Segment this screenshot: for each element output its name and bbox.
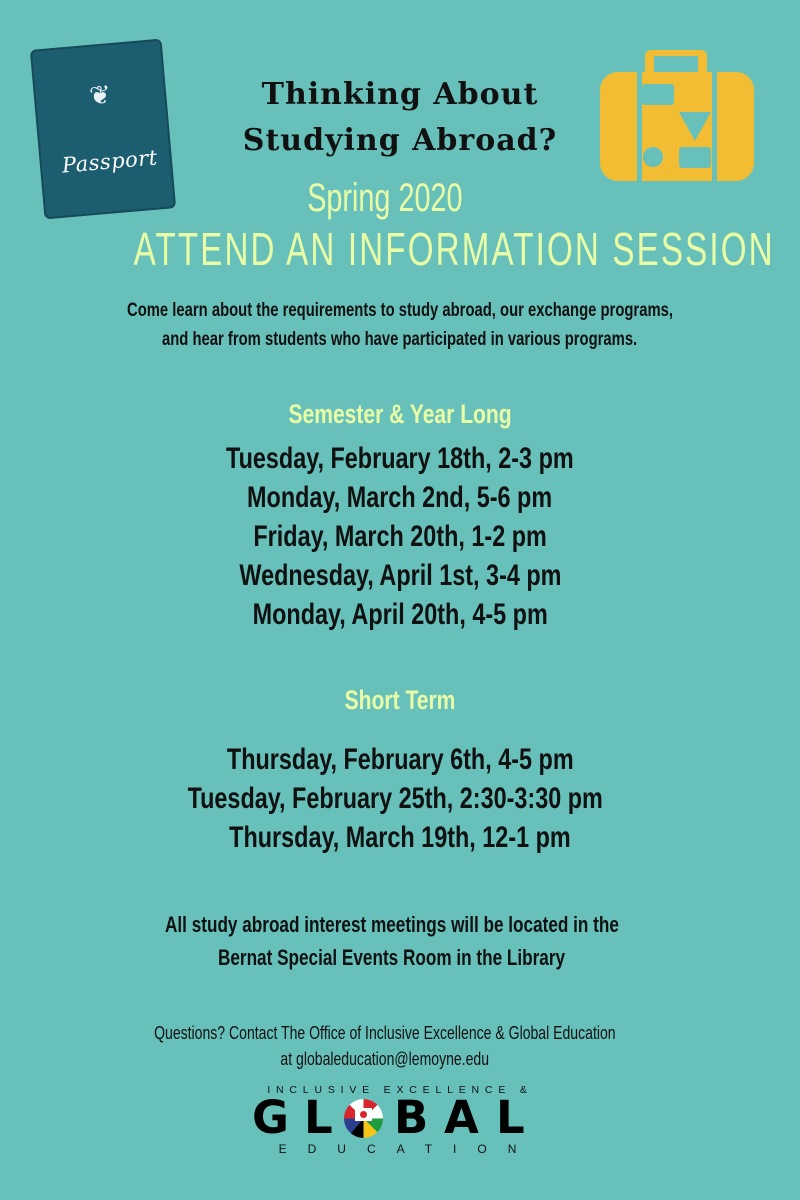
logo-tagline-top: INCLUSIVE EXCELLENCE & bbox=[267, 1084, 533, 1096]
term-text: Spring 2020 bbox=[307, 176, 463, 220]
date-item: Monday, March 2nd, 5-6 pm bbox=[247, 481, 553, 514]
contact-email[interactable]: at globaleducation@lemoyne.edu bbox=[280, 1049, 490, 1069]
date-item: Friday, March 20th, 1-2 pm bbox=[253, 520, 547, 553]
intro-text bbox=[0, 296, 800, 354]
date-item: Thursday, February 6th, 4-5 pm bbox=[226, 743, 574, 776]
logo-letter: L bbox=[304, 1091, 333, 1144]
contact-line-1: Questions? Contact The Office of Inclusive Excellence & Global Education bbox=[154, 1023, 616, 1043]
logo-letter: B bbox=[394, 1091, 429, 1144]
headline-text: ATTEND AN INFORMATION SESSION bbox=[133, 223, 775, 275]
section-short-term bbox=[0, 680, 800, 857]
location-line-1: All study abroad interest meetings will be located in the bbox=[165, 912, 619, 937]
global-logo bbox=[248, 1091, 548, 1144]
section-semester bbox=[0, 394, 800, 634]
location-text bbox=[0, 908, 792, 974]
date-item: Tuesday, February 18th, 2-3 pm bbox=[226, 442, 574, 475]
title-line-1: Thinking About bbox=[261, 77, 539, 112]
logo-letter: L bbox=[496, 1091, 525, 1144]
logo-letter: G bbox=[252, 1091, 289, 1144]
intro-line-1: Come learn about the requirements to study abroad, our exchange programs, bbox=[126, 300, 673, 321]
date-item: Monday, April 20th, 4-5 pm bbox=[252, 598, 548, 631]
passport-label: Passport bbox=[60, 145, 159, 178]
page-title bbox=[200, 72, 600, 164]
term-label bbox=[0, 176, 788, 221]
suitcase-icon bbox=[600, 50, 754, 184]
section-heading: Short Term bbox=[344, 685, 456, 715]
date-item: Thursday, March 19th, 12-1 pm bbox=[229, 821, 571, 854]
location-line-2: Bernat Special Events Room in the Library bbox=[218, 945, 566, 970]
logo-tagline-bottom: EDUCATION bbox=[278, 1142, 538, 1156]
date-item: Wednesday, April 1st, 3-4 pm bbox=[238, 559, 562, 592]
title-line-2: Studying Abroad? bbox=[242, 123, 558, 158]
intro-line-2: and hear from students who have participated in various programs. bbox=[162, 329, 638, 350]
contact-text bbox=[0, 1020, 785, 1072]
headline bbox=[9, 222, 800, 276]
date-item: Tuesday, February 25th, 2:30-3:30 pm bbox=[187, 782, 603, 815]
logo-letter: A bbox=[444, 1091, 479, 1144]
section-heading: Semester & Year Long bbox=[288, 399, 512, 429]
coat-of-arms-icon: ❦ bbox=[87, 79, 113, 112]
flag-globe-icon bbox=[344, 1099, 383, 1138]
